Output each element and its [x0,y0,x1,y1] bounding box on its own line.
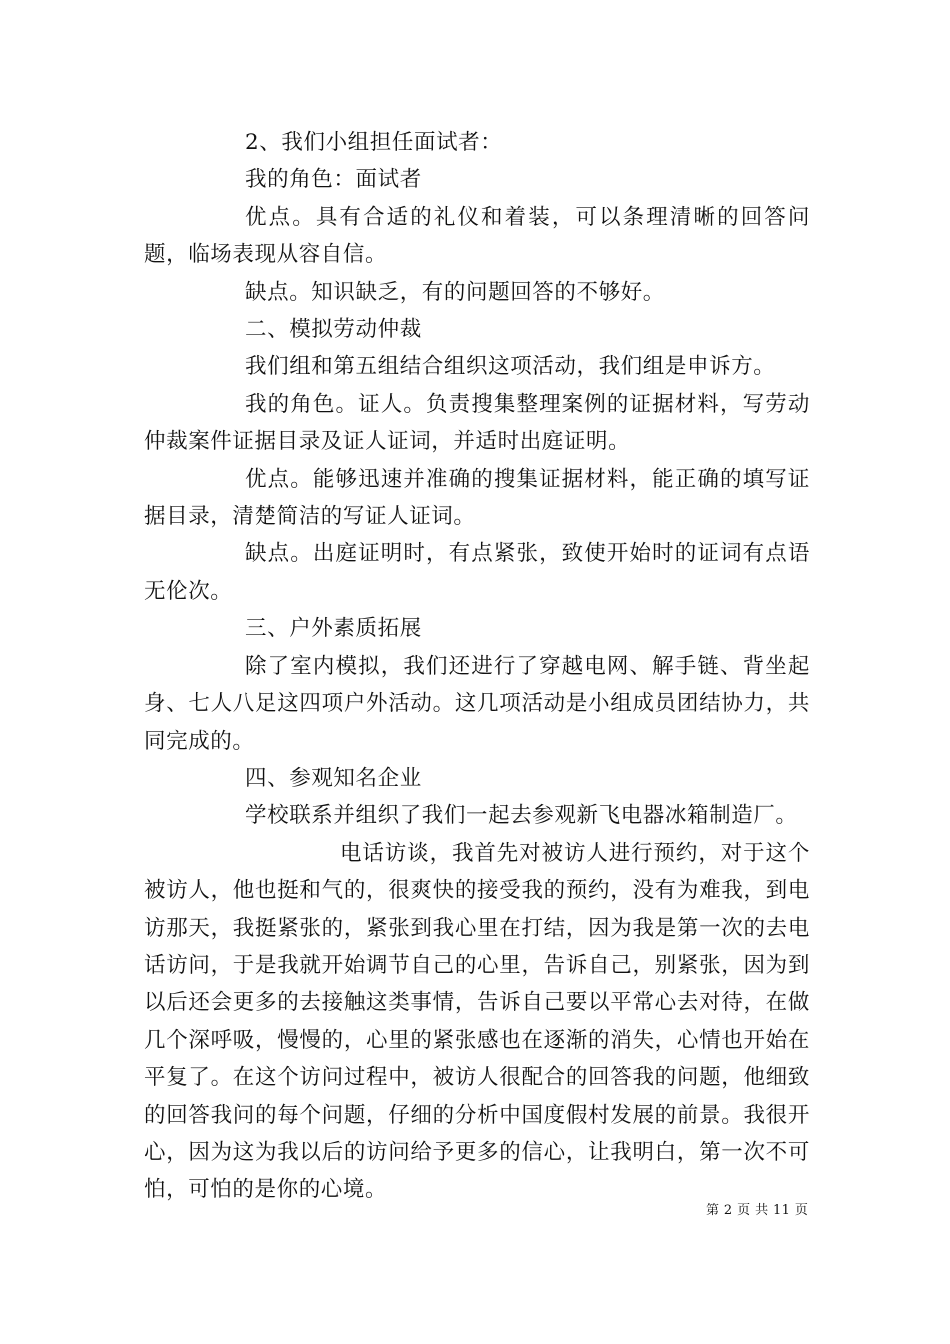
paragraph-interviewer-role: 我的角色：面试者 [245,167,422,193]
paragraph-outdoor-activities: 除了室内模拟，我们还进行了穿越电网、解手链、背坐起身、七人八足这四项户外活动。这几项活动是小组成员团结协力，共同完成的。 [144,653,810,754]
paragraph-arbitration-strengths: 优点。能够迅速并准确的搜集证据材料，能正确的填写证据目录，清楚简洁的写证人证词。 [144,466,810,530]
paragraph-phone-interview: 电话访谈，我首先对被访人进行预约，对于这个被访人，他也挺和气的，很爽快的接受我的预约，没有为难我，到电访那天，我挺紧张的，紧张到我心里在打结，因为我是第一次的去电话访问，于是我就开始调节自己的心里，告诉自己，别紧张，因为到以后还会更多的去接触这类事情，告诉自己要以平常心去对待，在做几个深呼吸，慢慢的，心里的紧张感也在逐渐的消失，心情也开始在平复了。在这个访问过程中，被访人很配合的回答我的问题，他细致的回答我问的每个问题，仔细的分析中国度假村发展的前景。我很开心，因为这为我以后的访问给予更多的信心，让我明白，第一次不可怕，可怕的是你的心境。 [144,840,810,1203]
paragraph-arbitration-weaknesses: 缺点。出庭证明时，有点紧张，致使开始时的证词有点语无伦次。 [144,541,810,604]
paragraph-arbitration-intro: 我们组和第五组结合组织这项活动，我们组是申诉方。 [245,354,776,380]
paragraph-arbitration-role: 我的角色。证人。负责搜集整理案例的证据材料，写劳动仲裁案件证据目录及证人证词，并适时出庭证明。 [144,391,810,455]
section-heading-company-visit: 四、参观知名企业 [245,765,422,791]
paragraph-interviewer-weaknesses: 缺点。知识缺乏，有的问题回答的不够好。 [245,279,665,305]
paragraph-company-visit: 学校联系并组织了我们一起去参观新飞电器冰箱制造厂。 [245,803,798,829]
section-heading-outdoor: 三、户外素质拓展 [245,616,422,642]
section-heading-arbitration: 二、模拟劳动仲裁 [245,317,422,343]
document-body [144,124,810,1209]
paragraph-interviewer-heading: 2、我们小组担任面试者： [245,130,503,155]
paragraph-interviewer-strengths: 优点。具有合适的礼仪和着装，可以条理清晰的回答问题，临场表现从容自信。 [144,204,810,268]
page-number-footer: 第 2 页 共 11 页 [706,1203,809,1218]
